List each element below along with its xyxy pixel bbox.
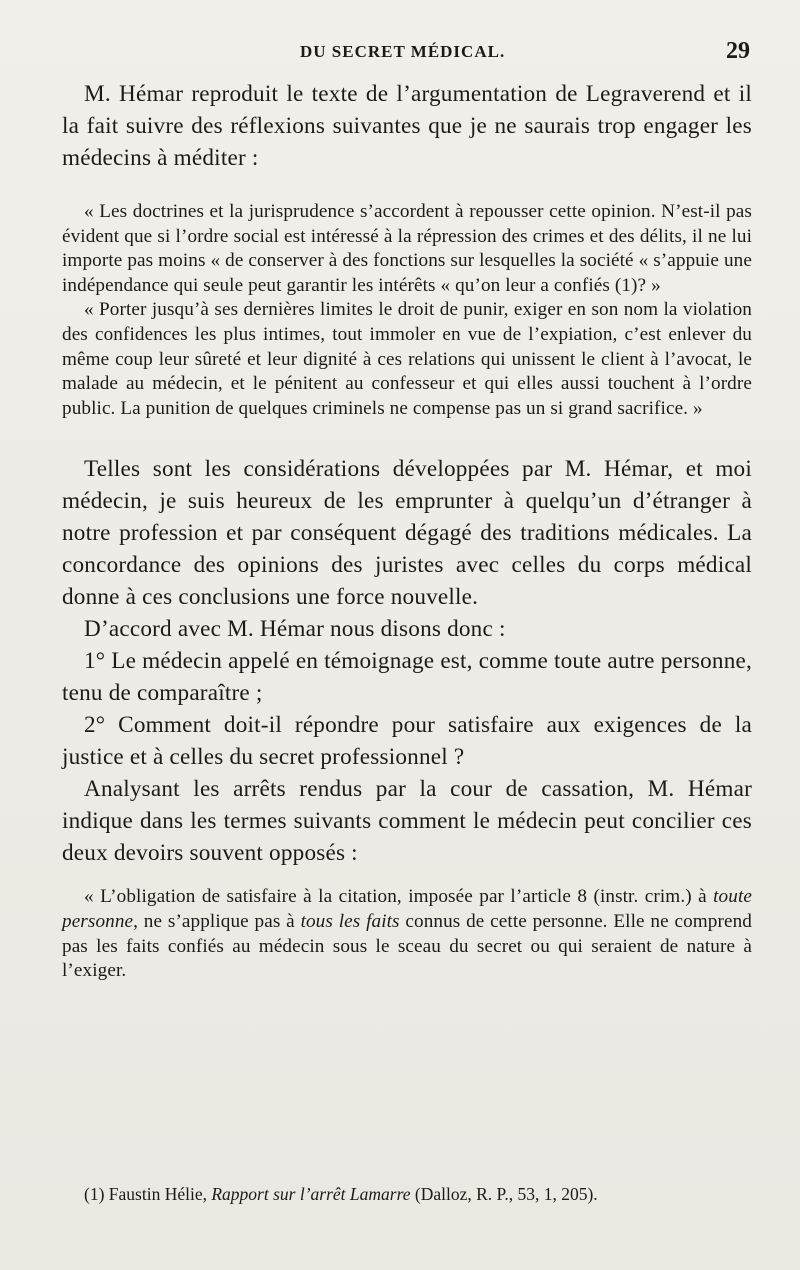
paragraph-point-2: 2° Comment doit-il répondre pour satisfaire aux exigences de la justice et à celles du secret professionnel ? bbox=[62, 712, 752, 771]
paragraph-point-1: 1° Le médecin appelé en témoignage est, comme toute autre personne, tenu de comparaître ; bbox=[62, 648, 752, 707]
footnote: (1) Faustin Hélie, Rapport sur l’arrêt Lamarre (Dalloz, R. P., 53, 1, 205). bbox=[84, 1184, 598, 1204]
quote-paragraph-3: « L’obligation de satisfaire à la citation, imposée par l’article 8 (instr. crim.) à toute personne, ne s’applique pas à tous les faits connus de cette personne. Elle ne comprend pas les faits confiés au médecin sous le sceau du secret ou qui seraient de nature à l’exiger. bbox=[62, 886, 752, 982]
paragraph-accord: D’accord avec M. Hémar nous disons donc : bbox=[84, 616, 506, 643]
page-body bbox=[62, 78, 752, 984]
paragraph-considerations: Telles sont les considérations développées par M. Hémar, et moi médecin, je suis heureux de les emprunter à quelqu’un d’étranger à notre profession et par conséquent dégagé des traditions médicales. La concordance des opinions des juristes avec celles du corps médical donne à ces conclusions une force nouvelle. bbox=[62, 456, 752, 611]
running-head-title: DU SECRET MÉDICAL. bbox=[300, 42, 506, 61]
quote-paragraph-2: « Porter jusqu’à ses dernières limites le droit de punir, exiger en son nom la violation des confidences les plus intimes, tout immoler en vue de l’expiation, c’est enlever du même coup leur sûreté et leur dignité à ces relations qui unissent le client à l’avocat, le malade au médecin, et le pénitent au confesseur et qui elles aussi touchent à l’ordre public. La punition de quelques criminels ne compense pas un si grand sacrifice. » bbox=[62, 299, 752, 419]
quote-paragraph-1: « Les doctrines et la jurisprudence s’accordent à repousser cette opinion. N’est-il pas évident que si l’ordre social est intéressé à la répression des crimes et des délits, il ne lui importe pas moins « de conserver à des fonctions sur lesquelles la société « s’appuie une indépendance qui seule peut garantir les intérêts « qu’on leur a confiés (1)? » bbox=[62, 201, 752, 296]
italic-tous-les-faits: tous les faits bbox=[300, 910, 400, 932]
footnote-italic-title: Rapport sur l’arrêt Lamarre bbox=[211, 1184, 411, 1204]
italic-toute-personne: toute personne bbox=[62, 886, 752, 932]
paragraph-intro: M. Hémar reproduit le texte de l’argumentation de Legraverend et il la fait suivre des réflexions suivantes que je ne saurais trop engager les médecins à méditer : bbox=[62, 81, 752, 171]
paragraph-analysis: Analysant les arrêts rendus par la cour de cassation, M. Hémar indique dans les termes suivants comment le médecin peut concilier ces deux devoirs souvent opposés : bbox=[62, 776, 752, 867]
page-number: 29 bbox=[726, 38, 750, 64]
running-head bbox=[0, 38, 800, 68]
